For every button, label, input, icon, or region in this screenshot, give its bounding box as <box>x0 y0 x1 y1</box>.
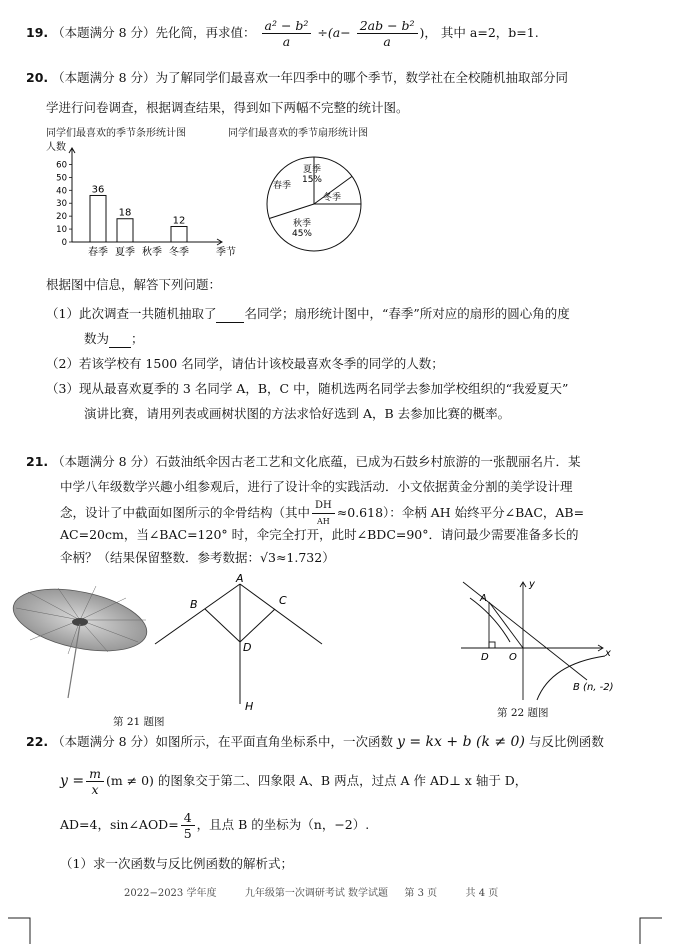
blank-1[interactable] <box>216 306 244 323</box>
q21-number: 21. <box>26 454 49 469</box>
pie-chart-title: 同学们最喜欢的季节扇形统计图 <box>228 128 368 139</box>
bar-value-label: 36 <box>91 184 105 196</box>
fig22-d: D <box>481 652 489 663</box>
linear-func: y = kx + b (k ≠ 0) <box>397 734 525 750</box>
blank-2[interactable] <box>109 331 131 348</box>
bar-chart-title: 同学们最喜欢的季节条形统计图 <box>46 128 186 139</box>
footer-exam: 九年级第一次调研考试 数学试题 <box>244 888 389 899</box>
pie-slice-label: 冬季 <box>322 193 342 203</box>
q21-line4: AC=20cm，当∠BAC=120° 时，伞完全打开，此时∠BDC=90°．请问最少需要准备多长的 <box>60 527 579 542</box>
y-tick-label: 30 <box>56 199 67 210</box>
category-label: 春季 <box>88 247 108 258</box>
footer-total: 共 4 页 <box>465 888 499 899</box>
q19-head: （本题满分 8 分）先化简，再求值： <box>52 25 256 40</box>
q20-sub1: （1）此次调查一共随机抽取了 名同学；扇形统计图中，“春季”所对应的扇形的圆心角的度 <box>46 306 570 321</box>
x-axis-label: 季节 <box>216 247 236 258</box>
category-label: 冬季 <box>169 247 189 258</box>
point-b: B <box>190 598 198 611</box>
q22-line2: y = $\frac{m}{x}$ (m ≠ 0) 的图象交于第二、四象限 A、B 两点，过点 A 作 AD⊥ x 轴于 D， <box>60 766 528 797</box>
y-axis-label: 人数 <box>46 142 66 153</box>
y-tick-label: 50 <box>56 173 67 184</box>
q20-sub2: （2）若该学校有 1500 名同学，请估计该校最喜欢冬季的同学的人数； <box>46 356 444 371</box>
pie-chart <box>262 152 367 257</box>
bar-value-label: 12 <box>172 215 186 227</box>
footer-page: 第 3 页 <box>404 888 438 899</box>
q19-paren: (a− <box>327 25 351 40</box>
point-a: A <box>236 572 244 585</box>
fig22-a: A <box>480 593 487 604</box>
footer-year: 2022−2023 学年度 <box>124 888 217 899</box>
bar-chart <box>40 138 240 263</box>
q20-sub3: （3）现从最喜欢夏季的 3 名同学 A，B，C 中，随机选两名同学去参加学校组织的“我爱夏天” <box>46 381 569 396</box>
fig22-o: O <box>509 652 517 663</box>
y-tick-label: 20 <box>56 212 67 223</box>
q22-number: 22. <box>26 734 49 749</box>
bar <box>117 219 133 242</box>
sqrt3: √3 <box>260 550 276 565</box>
q20-line1 <box>26 70 568 86</box>
bar <box>171 226 187 242</box>
q20-sub3-cont: 演讲比赛，请用列表或画树状图的方法求恰好选到 A，B 去参加比赛的概率。 <box>84 406 511 421</box>
pie-slice-label: 夏季 <box>302 165 322 175</box>
umbrella-picture <box>8 580 158 700</box>
fig22-y: y <box>529 579 535 590</box>
bar-value-label: 18 <box>118 207 132 219</box>
crop-marks <box>0 910 675 950</box>
y-tick-label: 60 <box>56 160 67 171</box>
q22-sub1: （1）求一次函数与反比例函数的解析式； <box>60 856 293 871</box>
pie-slice-label: 春季 <box>272 181 292 191</box>
q22-line1: 22. （本题满分 8 分）如图所示，在平面直角坐标系中，一次函数 y = kx + b (k ≠ 0) 与反比例函数 <box>26 734 604 750</box>
point-d: D <box>243 641 252 654</box>
footer <box>124 886 498 902</box>
q21-line2: 中学八年级数学兴趣小组参观后，进行了设计伞的实践活动．小文依据黄金分割的美学设计理 <box>60 479 573 494</box>
fig22-caption: 第 22 题图 <box>497 707 549 719</box>
y-tick-label: 10 <box>56 225 67 236</box>
q19-div: ÷ <box>317 25 328 40</box>
category-label: 秋季 <box>142 247 162 258</box>
y-tick-label: 40 <box>56 186 67 197</box>
ratio-frac: $\frac{DH}{AH}$ <box>312 498 335 529</box>
pie-slice-label: 秋季 <box>292 219 312 229</box>
q21-text1: （本题满分 8 分）石鼓油纸伞因古老工艺和文化底蕴，已成为石鼓乡村旅游的一张靓丽名片．某 <box>52 454 581 469</box>
point-c: C <box>279 594 287 607</box>
q20-number: 20. <box>26 70 49 85</box>
q19-paren-close: )， <box>419 25 437 40</box>
q20-info: 根据图中信息，解答下列问题： <box>46 277 222 292</box>
q21-line5: 伞柄？（结果保留整数．参考数据：√3≈1.732） <box>60 550 335 565</box>
umbrella-diagram <box>150 572 325 717</box>
q19-frac2: $\frac{\text{2ab − b²}}{a}$ <box>357 18 418 49</box>
q22-line3: AD=4，sin∠AOD= $\frac{4}{5}$ ，且点 B 的坐标为（n，−2）. <box>60 810 370 841</box>
fig21-caption: 第 21 题图 <box>113 716 165 728</box>
bar <box>90 195 106 242</box>
q21-line1 <box>26 454 581 470</box>
m-over-x: $\frac{m}{x}$ <box>86 766 104 797</box>
sin-frac: $\frac{4}{5}$ <box>181 810 195 841</box>
fig22-x: x <box>605 648 611 659</box>
category-label: 夏季 <box>115 247 135 258</box>
q20-line2: 学进行问卷调查，根据调查结果，得到如下两幅不完整的统计图。 <box>46 100 409 115</box>
q21-line3: 念，设计了中截面如图所示的伞骨结构（其中 $\frac{DH}{AH}$ ≈0.618）：伞柄 AH 始终平分∠BAC，AB= <box>60 498 584 529</box>
q19 <box>26 18 539 49</box>
q20-text1: （本题满分 8 分）为了解同学们最喜欢一年四季中的哪个季节，数学社在全校随机抽取部分同 <box>52 70 569 85</box>
q19-cond: 其中 a=2，b=1. <box>440 25 539 40</box>
pie-slice-percent: 45% <box>291 229 313 239</box>
fig22-b: B (n, -2) <box>573 682 614 693</box>
pie-slice-percent: 15% <box>301 175 323 185</box>
q20-sub1-cont: 数为 ； <box>84 331 144 346</box>
point-h: H <box>245 700 254 713</box>
y-tick-label: 0 <box>61 238 67 248</box>
q19-frac1: $\frac{\text{a² − b²}}{a}$ <box>262 18 312 49</box>
fig22-diagram <box>455 578 635 706</box>
q19-number: 19. <box>26 25 49 40</box>
